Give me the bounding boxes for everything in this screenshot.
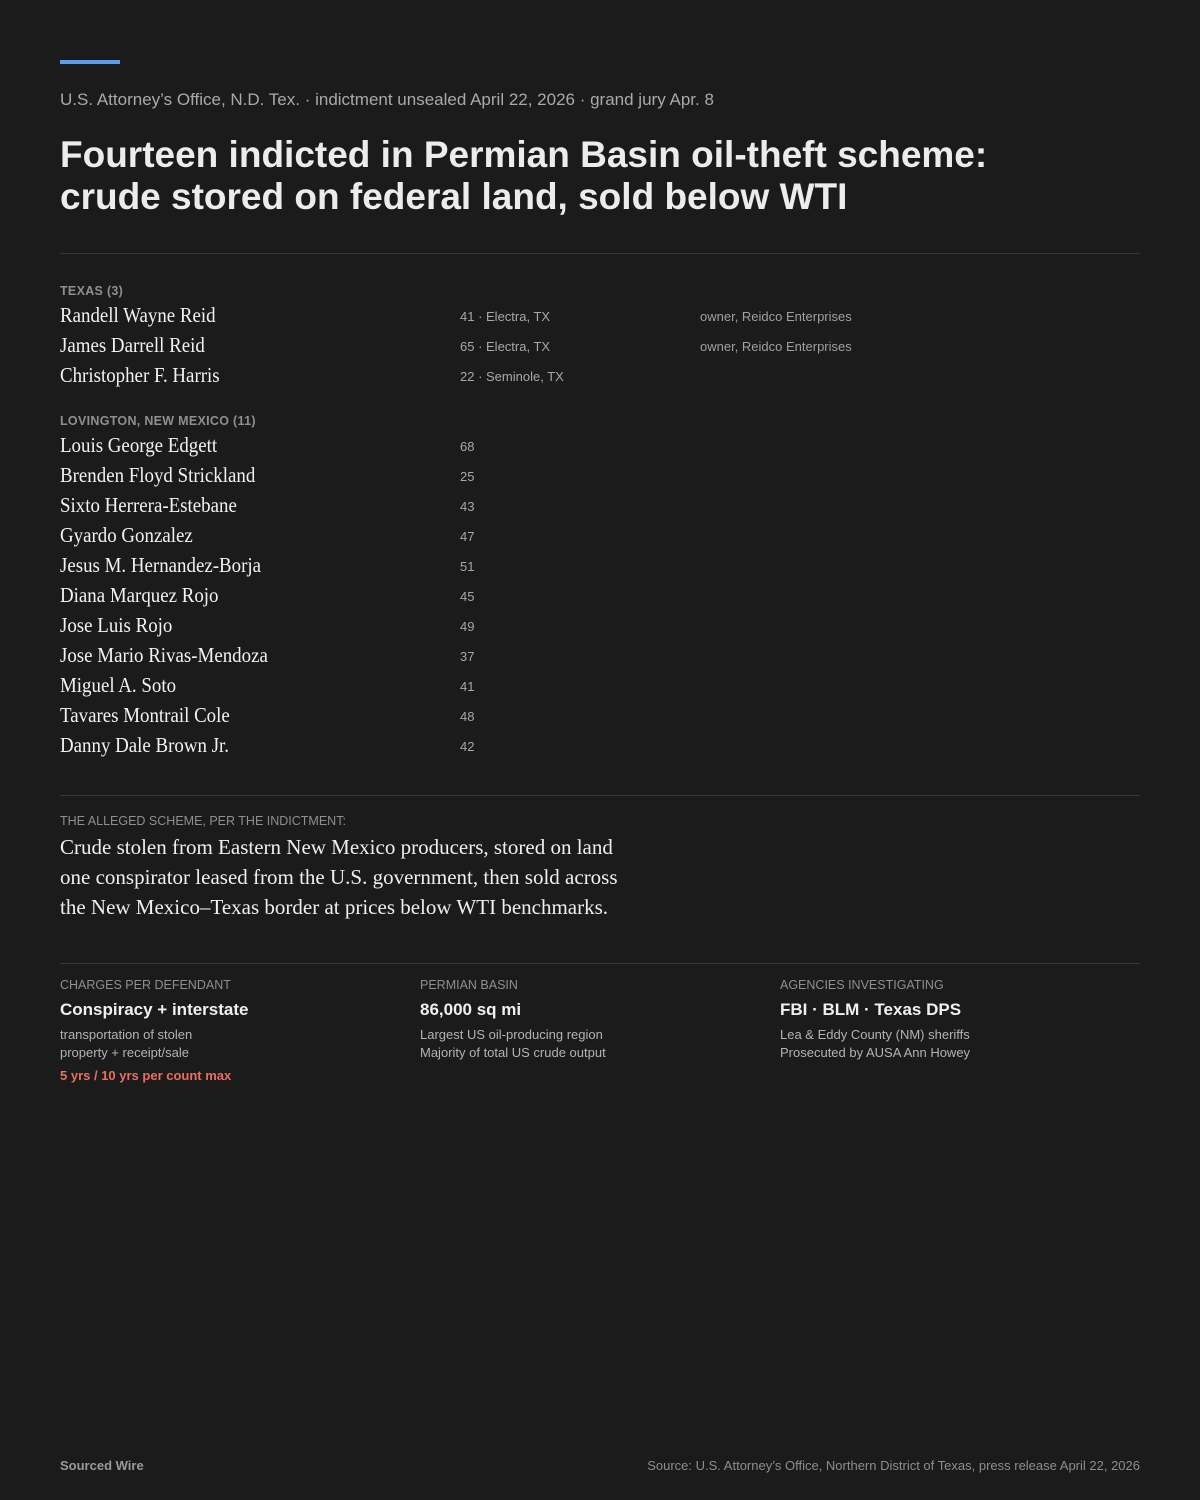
defendant-age: 45 bbox=[460, 589, 475, 604]
defendant-row bbox=[60, 730, 1140, 760]
defendant-row bbox=[60, 430, 1140, 460]
source-credit: Source: U.S. Attorney’s Office, Northern District of Texas, press release April 22, 2026 bbox=[647, 1458, 1140, 1473]
defendant-row bbox=[60, 580, 1140, 610]
permian-label: PERMIAN BASIN bbox=[420, 978, 518, 992]
agencies-detail-line: Lea & Eddy County (NM) sheriffs bbox=[780, 1027, 970, 1042]
defendant-row bbox=[60, 360, 1140, 390]
defendant-row bbox=[60, 610, 1140, 640]
defendant-row bbox=[60, 550, 1140, 580]
defendant-age: 65 · Electra, TX bbox=[460, 339, 551, 354]
permian-detail-line: Majority of total US crude output bbox=[420, 1045, 606, 1060]
scheme-text: Crude stolen from Eastern New Mexico producers, stored on land one conspirator leased from the U.S. government, then sold across the New Mexico–Texas border at prices below WTI benchmarks. bbox=[60, 835, 618, 919]
defendant-age: 41 bbox=[460, 679, 475, 694]
permian-block bbox=[420, 978, 760, 1062]
charges-block bbox=[60, 978, 400, 1083]
defendant-name: James Darrell Reid bbox=[60, 333, 205, 357]
defendant-name: Christopher F. Harris bbox=[60, 363, 220, 387]
divider bbox=[60, 963, 1140, 964]
defendant-age: 25 bbox=[460, 469, 475, 484]
permian-detail bbox=[420, 1026, 760, 1062]
divider bbox=[60, 795, 1140, 796]
max-sentence: 5 yrs / 10 yrs per count max bbox=[60, 1068, 232, 1083]
agencies-block bbox=[780, 978, 1120, 1062]
agencies-label: AGENCIES INVESTIGATING bbox=[780, 978, 944, 992]
defendant-name: Brenden Floyd Strickland bbox=[60, 463, 256, 487]
defendant-row bbox=[60, 670, 1140, 700]
defendant-age: 41 · Electra, TX bbox=[460, 309, 551, 324]
defendant-name: Jesus M. Hernandez-Borja bbox=[60, 553, 262, 577]
accent-bar bbox=[60, 60, 120, 64]
defendant-age: 22 · Seminole, TX bbox=[460, 369, 564, 384]
defendant-row bbox=[60, 520, 1140, 550]
defendant-role: owner, Reidco Enterprises bbox=[700, 309, 852, 324]
defendant-list-new-mexico bbox=[60, 430, 1140, 760]
charges-detail-line: property + receipt/sale bbox=[60, 1045, 189, 1060]
defendant-row bbox=[60, 300, 1140, 330]
headline bbox=[60, 134, 1140, 218]
defendant-age: 47 bbox=[460, 529, 475, 544]
charges-label: CHARGES PER DEFENDANT bbox=[60, 978, 231, 992]
defendant-age: 48 bbox=[460, 709, 475, 724]
defendant-row bbox=[60, 640, 1140, 670]
defendant-row bbox=[60, 490, 1140, 520]
defendant-row bbox=[60, 700, 1140, 730]
agencies-value: FBI · BLM · Texas DPS bbox=[780, 1000, 962, 1019]
agencies-detail-line: Prosecuted by AUSA Ann Howey bbox=[780, 1045, 971, 1060]
defendant-age: 51 bbox=[460, 559, 475, 574]
permian-detail-line: Largest US oil-producing region bbox=[420, 1027, 603, 1042]
defendant-name: Miguel A. Soto bbox=[60, 673, 177, 697]
charges-detail bbox=[60, 1026, 400, 1062]
defendant-name: Sixto Herrera-Estebane bbox=[60, 493, 237, 517]
defendant-name: Diana Marquez Rojo bbox=[60, 583, 219, 607]
defendant-age: 42 bbox=[460, 739, 475, 754]
charges-value: Conspiracy + interstate bbox=[60, 1000, 249, 1019]
defendant-name: Jose Mario Rivas-Mendoza bbox=[60, 643, 268, 667]
defendant-age: 37 bbox=[460, 649, 475, 664]
defendant-name: Louis George Edgett bbox=[60, 433, 218, 457]
group-label-new-mexico: LOVINGTON, NEW MEXICO (11) bbox=[60, 414, 256, 428]
group-label-texas: TEXAS (3) bbox=[60, 284, 124, 298]
headline-line-2: crude stored on federal land, sold below WTI bbox=[60, 176, 848, 217]
defendant-row bbox=[60, 460, 1140, 490]
defendant-list-texas bbox=[60, 300, 1140, 390]
defendant-age: 68 bbox=[460, 439, 475, 454]
defendant-name: Randell Wayne Reid bbox=[60, 303, 216, 327]
defendant-row bbox=[60, 330, 1140, 360]
defendant-name: Danny Dale Brown Jr. bbox=[60, 733, 230, 757]
agencies-detail bbox=[780, 1026, 1120, 1062]
defendant-role: owner, Reidco Enterprises bbox=[700, 339, 852, 354]
defendant-age: 49 bbox=[460, 619, 475, 634]
divider bbox=[60, 253, 1140, 254]
defendant-name: Tavares Montrail Cole bbox=[60, 703, 230, 727]
defendant-name: Jose Luis Rojo bbox=[60, 613, 173, 637]
scheme-label: THE ALLEGED SCHEME, PER THE INDICTMENT: bbox=[60, 814, 346, 828]
headline-line-1: Fourteen indicted in Permian Basin oil-theft scheme: bbox=[60, 134, 988, 175]
defendant-age: 43 bbox=[460, 499, 475, 514]
defendant-name: Gyardo Gonzalez bbox=[60, 523, 193, 547]
charges-detail-line: transportation of stolen bbox=[60, 1027, 193, 1042]
dateline: U.S. Attorney’s Office, N.D. Tex. · indictment unsealed April 22, 2026 · grand jury Apr. 8 bbox=[60, 90, 714, 109]
permian-value: 86,000 sq mi bbox=[420, 1000, 522, 1019]
brand-name: Sourced Wire bbox=[60, 1458, 144, 1473]
